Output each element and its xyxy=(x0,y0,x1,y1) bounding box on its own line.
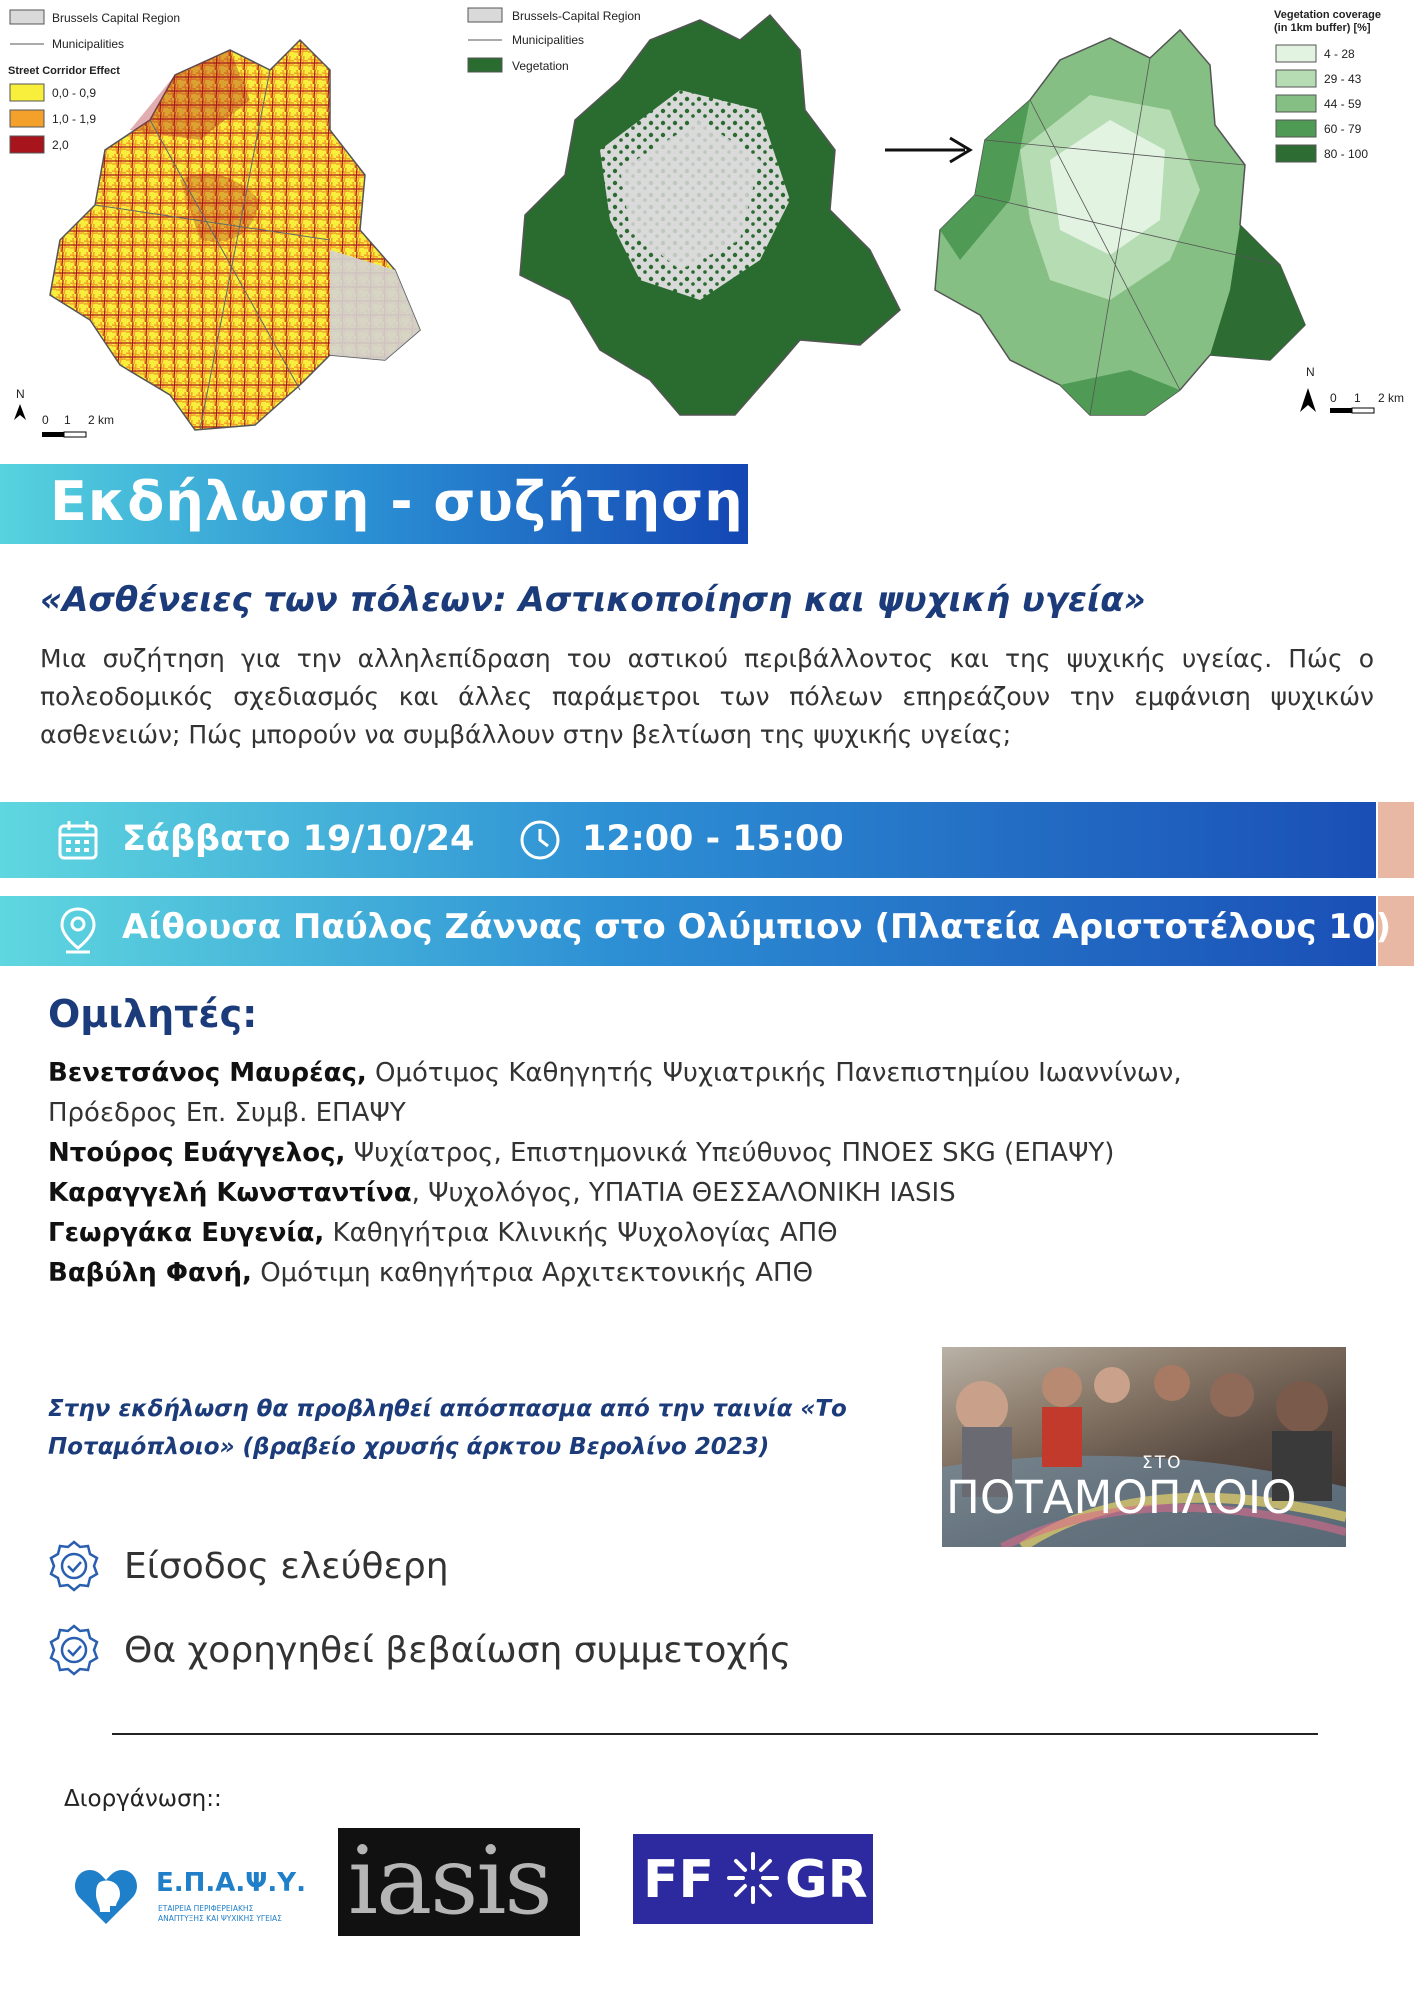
film-poster xyxy=(942,1347,1346,1547)
event-description: Μια συζήτηση για την αλληλεπίδραση του αστικού περιβάλλοντος και της ψυχικής υγείας. Πώς ο πολεοδομικός σχεδιασμός και άλλες παράμετροι των πόλεων επηρεάζουν την εμφάνιση ψυχικών ασθενειών; Πώς μπορούν να συμβάλλουν στην βελτίωση της ψυχικής υγείας; xyxy=(40,644,1374,749)
svg-text:N: N xyxy=(16,387,25,401)
iasis-wordmark: iasis xyxy=(348,1828,551,1936)
right-map-legend xyxy=(1274,9,1381,162)
location-pin-icon xyxy=(58,906,98,956)
speaker-line: Βενετσάνος Μαυρέας, Ομότιμος Καθηγητής Ψυχιατρικής Πανεπιστημίου Ιωαννίνων, xyxy=(48,1058,1182,1088)
svg-text:80 - 100: 80 - 100 xyxy=(1324,147,1369,161)
svg-text:1: 1 xyxy=(1354,391,1361,405)
svg-text:29 - 43: 29 - 43 xyxy=(1324,72,1362,86)
svg-text:2 km: 2 km xyxy=(1378,391,1405,405)
svg-text:Street Corridor Effect: Street Corridor Effect xyxy=(8,65,120,77)
svg-text:0: 0 xyxy=(1330,391,1337,405)
speaker-line: Γεωργάκα Ευγενία, Καθηγήτρια Κλινικής Ψυχολογίας ΑΠΘ xyxy=(48,1218,838,1248)
arrow-icon xyxy=(885,138,970,162)
epapsy-logo xyxy=(70,1860,306,1932)
film-poster-small-title: ΣΤΟ xyxy=(1142,1453,1183,1473)
svg-text:Municipalities: Municipalities xyxy=(512,33,585,47)
svg-text:N: N xyxy=(1306,365,1315,379)
epapsy-subtitle-2: ΑΝΑΠΤΥΞΗΣ ΚΑΙ ΨΥΧΙΚΗΣ ΥΓΕΙΑΣ xyxy=(158,1914,282,1923)
svg-text:4 - 28: 4 - 28 xyxy=(1324,47,1355,61)
epapsy-name: Ε.Π.Α.Ψ.Υ. xyxy=(156,1868,306,1898)
certificate-row xyxy=(46,1622,791,1678)
event-location: Αίθουσα Παύλος Ζάννας στο Ολύμπιον (Πλατεία Αριστοτέλους 10) xyxy=(122,907,1392,947)
middle-map-legend xyxy=(468,8,641,73)
film-poster-title: ΠΟΤΑΜΟΠΛΟΙΟ xyxy=(946,1471,1297,1524)
svg-text:Brussels Capital Region: Brussels Capital Region xyxy=(52,11,181,25)
check-badge-icon xyxy=(46,1622,102,1678)
left-scale-bar xyxy=(14,387,114,437)
free-entry-row xyxy=(46,1538,449,1594)
svg-text:Vegetation coverage: Vegetation coverage xyxy=(1274,9,1381,21)
datetime-bar-accent xyxy=(1378,802,1414,878)
svg-text:Municipalities: Municipalities xyxy=(52,37,125,51)
iasis-logo xyxy=(338,1828,580,1936)
svg-text:0: 0 xyxy=(42,413,49,427)
event-time: 12:00 - 15:00 xyxy=(582,819,844,859)
svg-text:1: 1 xyxy=(64,413,71,427)
speaker-line: Ντούρος Ευάγγελος, Ψυχίατρος, Επιστημονικά Υπεύθυνος ΠΝΟΕΣ SKG (ΕΠΑΨΥ) xyxy=(48,1138,1115,1168)
ffgr-left: FF xyxy=(643,1850,715,1910)
event-title: «Ασθένειες των πόλεων: Αστικοποίηση και ψυχική υγεία» xyxy=(40,580,1146,620)
svg-text:60 - 79: 60 - 79 xyxy=(1324,122,1362,136)
head-heart-icon xyxy=(70,1860,142,1932)
check-badge-icon xyxy=(46,1538,102,1594)
certificate-label: Θα χορηγηθεί βεβαίωση συμμετοχής xyxy=(124,1629,792,1671)
organizers-label: Διοργάνωση:: xyxy=(64,1786,222,1812)
svg-text:(in 1km buffer) [%]: (in 1km buffer) [%] xyxy=(1274,22,1371,34)
ffgr-right: GR xyxy=(785,1850,868,1910)
star-burst-icon xyxy=(725,1850,781,1906)
speaker-line: Πρόεδρος Επ. Συμβ. ΕΠΑΨΥ xyxy=(48,1098,406,1128)
event-type: Εκδήλωση - συζήτηση xyxy=(50,470,744,533)
svg-text:1,0 - 1,9: 1,0 - 1,9 xyxy=(52,112,97,126)
vegetation-coverage-map xyxy=(935,30,1305,415)
clock-icon xyxy=(518,818,562,862)
epapsy-subtitle-1: ΕΤΑΙΡΕΙΑ ΠΕΡΙΦΕΡΕΙΑΚΗΣ xyxy=(158,1904,254,1913)
speaker-line: Βαβύλη Φανή, Ομότιμη καθηγήτρια Αρχιτεκτονικής ΑΠΘ xyxy=(48,1258,814,1288)
street-corridor-map xyxy=(50,40,420,430)
maps-strip xyxy=(0,0,1414,440)
svg-text:0,0 - 0,9: 0,0 - 0,9 xyxy=(52,86,97,100)
speakers-heading: Ομιλητές: xyxy=(48,992,258,1036)
ffgr-logo xyxy=(633,1834,873,1924)
divider xyxy=(112,1733,1318,1735)
film-note: Στην εκδήλωση θα προβληθεί απόσπασμα από την ταινία «Το Ποταμόπλοιο» (βραβείο χρυσής άρκτου Βερολίνο 2023) xyxy=(48,1396,847,1460)
svg-text:2,0: 2,0 xyxy=(52,138,69,152)
svg-text:2 km: 2 km xyxy=(88,413,115,427)
vegetation-map xyxy=(520,15,900,415)
calendar-icon xyxy=(56,818,100,862)
right-scale-bar xyxy=(1300,365,1404,413)
event-date: Σάββατο 19/10/24 xyxy=(122,819,475,859)
free-entry-label: Είσοδος ελεύθερη xyxy=(124,1545,449,1587)
svg-text:44 - 59: 44 - 59 xyxy=(1324,97,1362,111)
svg-text:Vegetation: Vegetation xyxy=(512,59,569,73)
speaker-line: Καραγγελή Κωνσταντίνα, Ψυχολόγος, ΥΠΑΤΙΑ ΘΕΣΣΑΛΟΝΙΚΗ IASIS xyxy=(48,1178,956,1208)
svg-text:Brussels-Capital Region: Brussels-Capital Region xyxy=(512,9,641,23)
